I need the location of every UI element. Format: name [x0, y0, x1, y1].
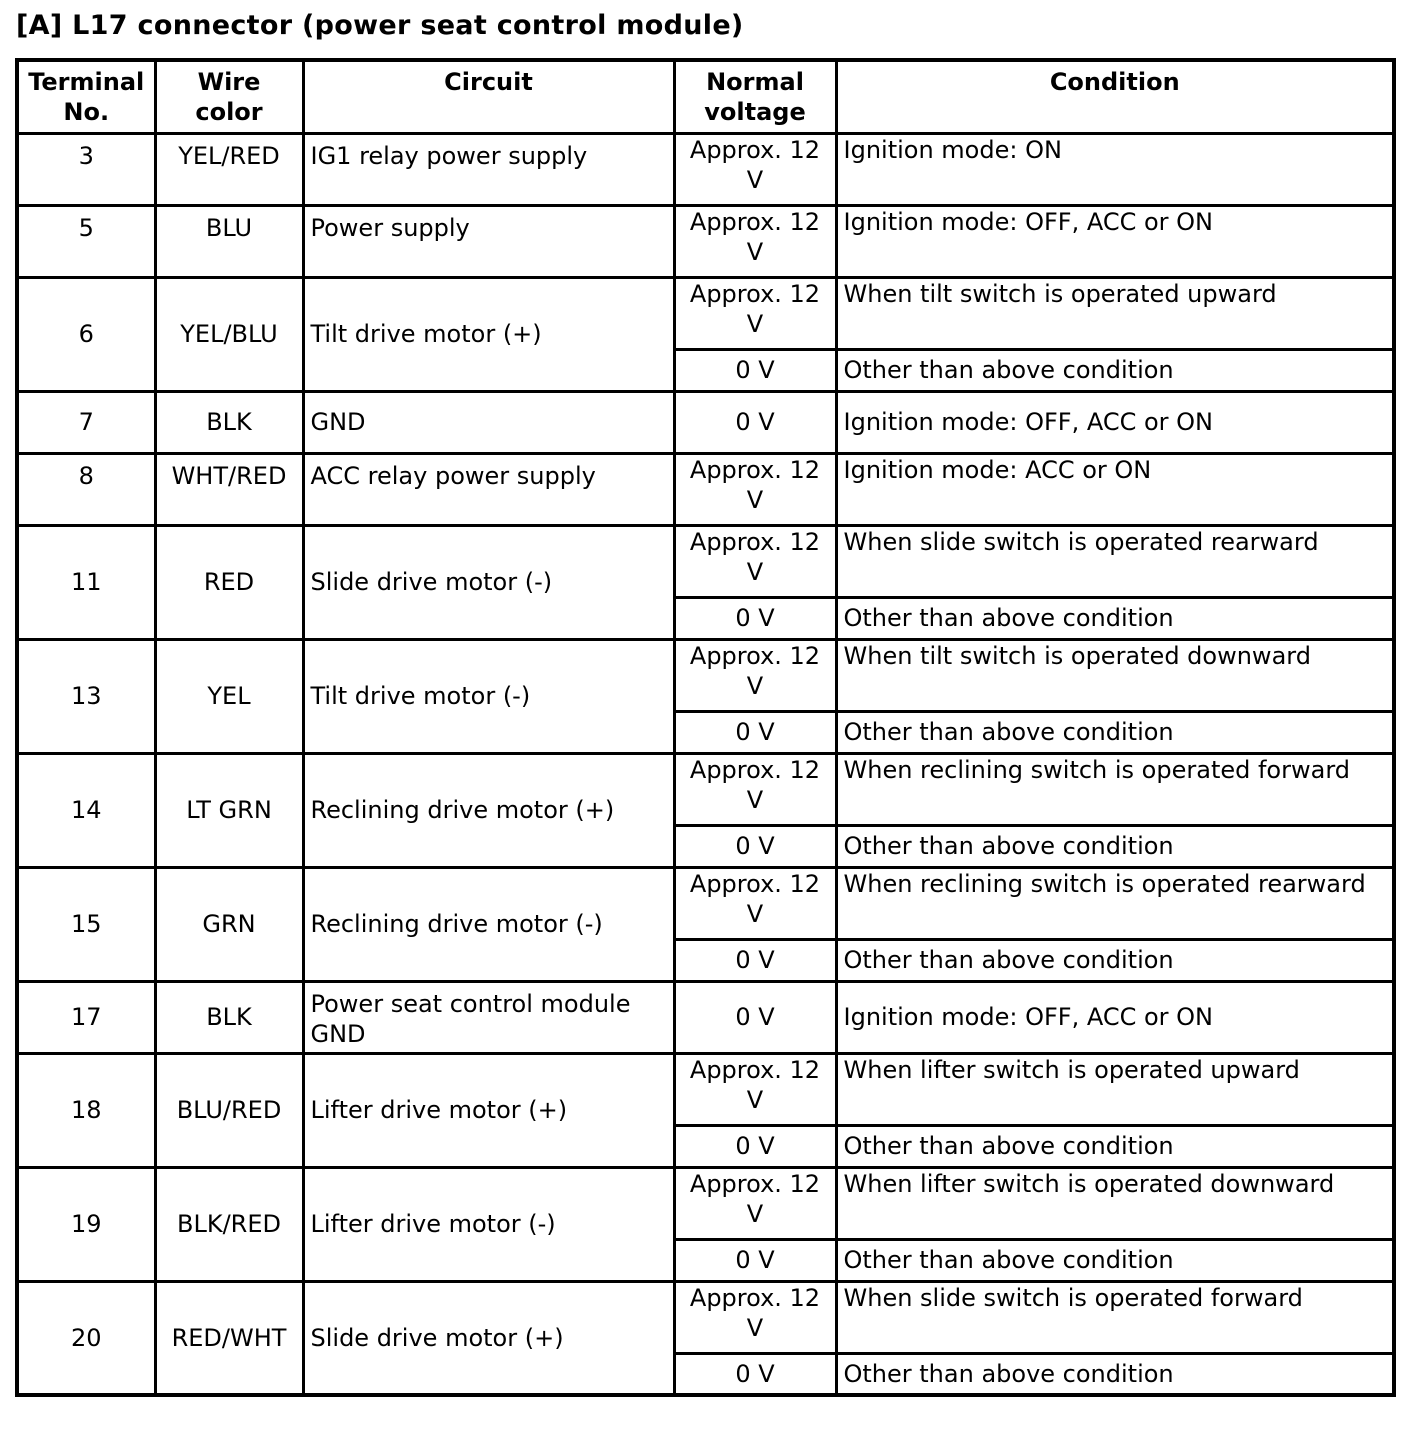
condition-cell: Other than above condition [836, 1239, 1394, 1281]
condition-cell: Other than above condition [836, 711, 1394, 753]
condition-cell: When reclining switch is operated rearward [836, 867, 1394, 939]
voltage-cell: 0 V [674, 349, 836, 391]
condition-cell: Other than above condition [836, 597, 1394, 639]
header-row [17, 60, 1394, 133]
circuit-cell: ACC relay power supply [303, 453, 674, 525]
connector-table [15, 58, 1396, 1397]
condition-cell: When slide switch is operated forward [836, 1281, 1394, 1353]
circuit-cell: IG1 relay power supply [303, 133, 674, 205]
wire-color-cell: YEL/RED [155, 133, 303, 205]
wire-color-cell: YEL/BLU [155, 277, 303, 391]
table-row [17, 1167, 1394, 1239]
terminal-cell: 3 [17, 133, 155, 205]
circuit-cell: Reclining drive motor (-) [303, 867, 674, 981]
wire-color-cell: BLK/RED [155, 1167, 303, 1281]
terminal-cell: 18 [17, 1053, 155, 1167]
condition-cell: Other than above condition [836, 349, 1394, 391]
wire-color-cell: WHT/RED [155, 453, 303, 525]
voltage-cell: Approx. 12 V [674, 639, 836, 711]
voltage-cell: 0 V [674, 1125, 836, 1167]
voltage-cell: Approx. 12 V [674, 525, 836, 597]
terminal-cell: 20 [17, 1281, 155, 1395]
wire-color-cell: BLU/RED [155, 1053, 303, 1167]
wire-color-cell: LT GRN [155, 753, 303, 867]
voltage-cell: 0 V [674, 825, 836, 867]
voltage-cell: 0 V [674, 1353, 836, 1395]
voltage-cell: Approx. 12 V [674, 1167, 836, 1239]
condition-cell: Ignition mode: OFF, ACC or ON [836, 391, 1394, 453]
condition-cell: When tilt switch is operated upward [836, 277, 1394, 349]
circuit-cell: Slide drive motor (+) [303, 1281, 674, 1395]
header-condition: Condition [836, 60, 1394, 133]
condition-cell: Ignition mode: ACC or ON [836, 453, 1394, 525]
wire-color-cell: RED [155, 525, 303, 639]
circuit-cell: Power supply [303, 205, 674, 277]
voltage-cell: Approx. 12 V [674, 1053, 836, 1125]
header-wire-color: Wire color [155, 60, 303, 133]
table-row [17, 453, 1394, 525]
table-row [17, 639, 1394, 711]
voltage-cell: Approx. 12 V [674, 1281, 836, 1353]
terminal-cell: 19 [17, 1167, 155, 1281]
wire-color-cell: BLU [155, 205, 303, 277]
circuit-cell: Lifter drive motor (-) [303, 1167, 674, 1281]
table-row [17, 1281, 1394, 1353]
condition-cell: Other than above condition [836, 1353, 1394, 1395]
voltage-cell: 0 V [674, 711, 836, 753]
voltage-cell: Approx. 12 V [674, 867, 836, 939]
page-title: [A] L17 connector (power seat control module) [16, 10, 744, 41]
circuit-cell: GND [303, 391, 674, 453]
voltage-cell: Approx. 12 V [674, 753, 836, 825]
circuit-cell: Tilt drive motor (+) [303, 277, 674, 391]
circuit-cell: Power seat control module GND [303, 981, 674, 1053]
voltage-cell: 0 V [674, 597, 836, 639]
table-row [17, 133, 1394, 205]
table-row [17, 525, 1394, 597]
condition-cell: When lifter switch is operated upward [836, 1053, 1394, 1125]
table-row [17, 1053, 1394, 1125]
header-circuit: Circuit [303, 60, 674, 133]
condition-cell: Ignition mode: OFF, ACC or ON [836, 981, 1394, 1053]
wire-color-cell: BLK [155, 391, 303, 453]
voltage-cell: 0 V [674, 1239, 836, 1281]
table-row [17, 391, 1394, 453]
condition-cell: When lifter switch is operated downward [836, 1167, 1394, 1239]
terminal-cell: 5 [17, 205, 155, 277]
condition-cell: Ignition mode: ON [836, 133, 1394, 205]
condition-cell: Other than above condition [836, 1125, 1394, 1167]
terminal-cell: 7 [17, 391, 155, 453]
table-row [17, 753, 1394, 825]
terminal-cell: 14 [17, 753, 155, 867]
condition-cell: Other than above condition [836, 939, 1394, 981]
condition-cell: When slide switch is operated rearward [836, 525, 1394, 597]
terminal-cell: 6 [17, 277, 155, 391]
terminal-cell: 17 [17, 981, 155, 1053]
voltage-cell: Approx. 12 V [674, 205, 836, 277]
circuit-cell: Tilt drive motor (-) [303, 639, 674, 753]
voltage-cell: 0 V [674, 391, 836, 453]
header-normal-voltage: Normal voltage [674, 60, 836, 133]
voltage-cell: 0 V [674, 939, 836, 981]
table-row [17, 981, 1394, 1053]
wire-color-cell: YEL [155, 639, 303, 753]
terminal-cell: 11 [17, 525, 155, 639]
voltage-cell: 0 V [674, 981, 836, 1053]
table-row [17, 205, 1394, 277]
circuit-cell: Slide drive motor (-) [303, 525, 674, 639]
wire-color-cell: RED/WHT [155, 1281, 303, 1395]
circuit-cell: Lifter drive motor (+) [303, 1053, 674, 1167]
voltage-cell: Approx. 12 V [674, 277, 836, 349]
table-row [17, 277, 1394, 349]
terminal-cell: 8 [17, 453, 155, 525]
table-row [17, 867, 1394, 939]
condition-cell: When reclining switch is operated forward [836, 753, 1394, 825]
voltage-cell: Approx. 12 V [674, 453, 836, 525]
condition-cell: Other than above condition [836, 825, 1394, 867]
voltage-cell: Approx. 12 V [674, 133, 836, 205]
condition-cell: When tilt switch is operated downward [836, 639, 1394, 711]
header-terminal: Terminal No. [17, 60, 155, 133]
wire-color-cell: GRN [155, 867, 303, 981]
terminal-cell: 15 [17, 867, 155, 981]
condition-cell: Ignition mode: OFF, ACC or ON [836, 205, 1394, 277]
terminal-cell: 13 [17, 639, 155, 753]
wire-color-cell: BLK [155, 981, 303, 1053]
circuit-cell: Reclining drive motor (+) [303, 753, 674, 867]
